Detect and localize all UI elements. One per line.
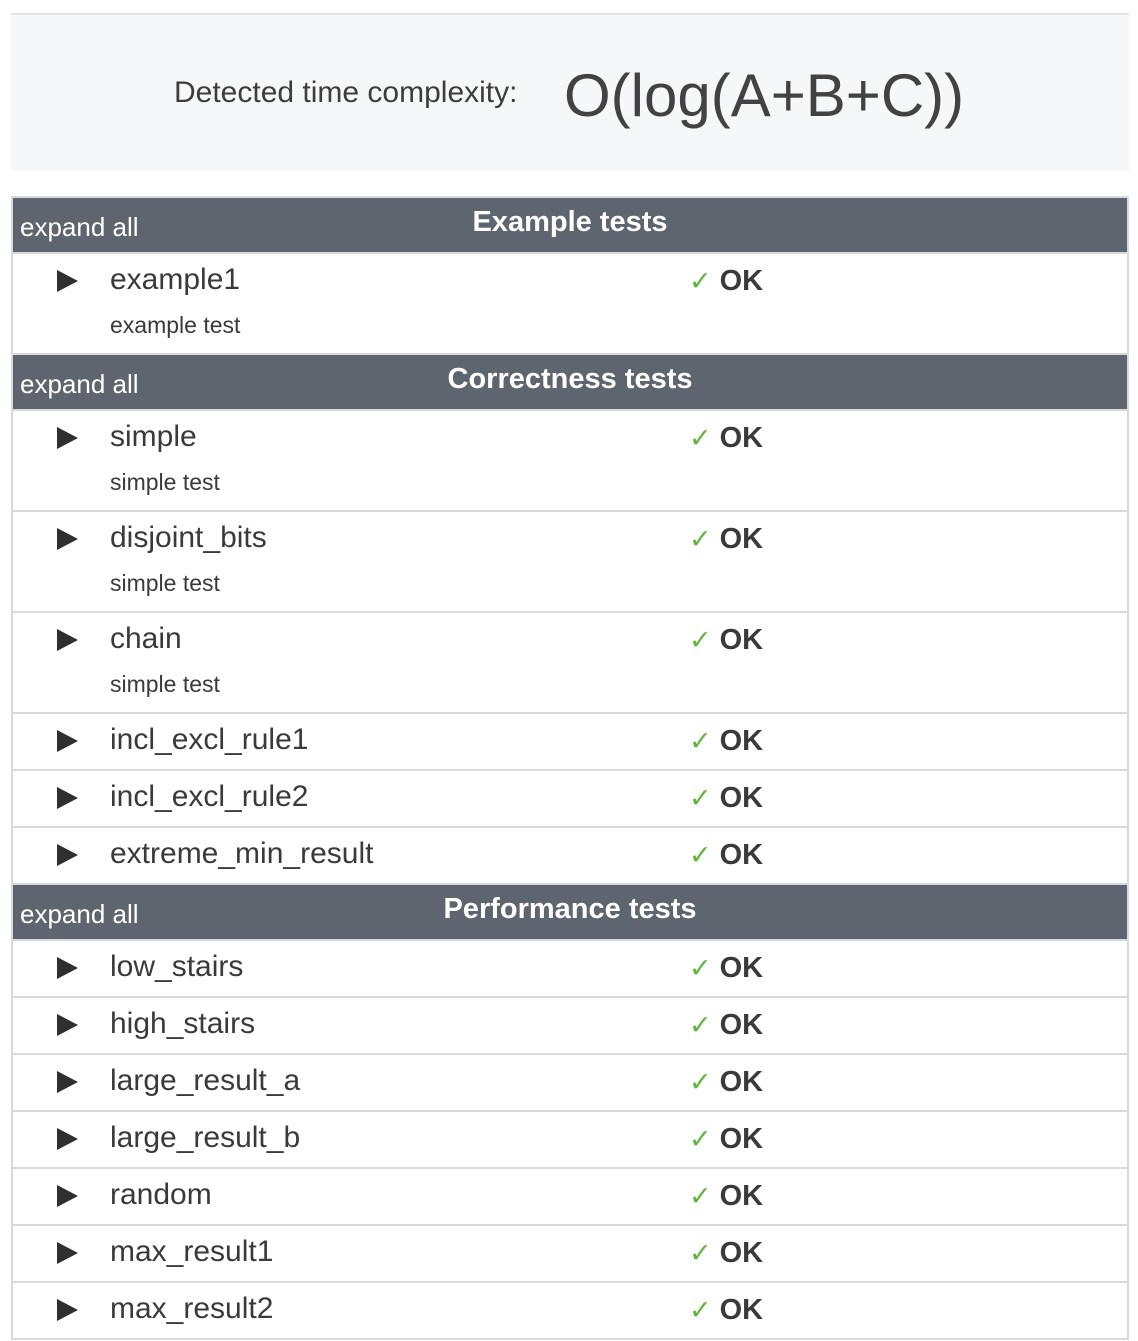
test-row-simple[interactable]	[13, 411, 1127, 512]
test-row-max-result1[interactable]	[13, 1226, 1127, 1283]
test-status	[689, 1237, 763, 1270]
test-row-disjoint-bits[interactable]	[13, 512, 1127, 613]
test-row-large-result-b[interactable]	[13, 1112, 1127, 1169]
section-header-example	[13, 198, 1127, 254]
test-status	[689, 1123, 763, 1156]
test-name: disjoint_bits	[110, 521, 267, 554]
test-row-chain[interactable]	[13, 613, 1127, 714]
expand-triangle-icon[interactable]	[57, 1185, 78, 1207]
test-name: simple	[110, 420, 197, 453]
expand-triangle-icon[interactable]	[57, 787, 78, 809]
test-description: simple test	[110, 570, 220, 596]
expand-triangle-icon[interactable]	[57, 730, 78, 752]
expand-triangle-icon[interactable]	[57, 270, 78, 292]
status-text: OK	[719, 1237, 764, 1269]
test-status	[689, 1180, 763, 1213]
test-name: example1	[110, 263, 241, 296]
status-text: OK	[719, 782, 764, 814]
complexity-value: O(log(A+B+C))	[564, 62, 965, 129]
test-name: random	[110, 1178, 212, 1211]
test-status	[689, 1294, 763, 1327]
status-text: OK	[719, 523, 764, 555]
status-text: OK	[719, 725, 764, 757]
status-text: OK	[719, 1180, 764, 1212]
check-icon: ✓	[689, 953, 712, 983]
test-row-random[interactable]	[13, 1169, 1127, 1226]
test-row-example1[interactable]	[13, 254, 1127, 355]
check-icon: ✓	[689, 783, 712, 813]
expand-all-performance-button[interactable]: expand all	[20, 899, 139, 929]
test-name: large_result_a	[110, 1064, 301, 1097]
status-text: OK	[719, 1009, 764, 1041]
check-icon: ✓	[689, 625, 712, 655]
expand-triangle-icon[interactable]	[57, 1128, 78, 1150]
test-name: low_stairs	[110, 950, 244, 983]
status-text: OK	[719, 265, 764, 297]
check-icon: ✓	[689, 524, 712, 554]
test-status	[689, 265, 763, 298]
status-text: OK	[719, 422, 764, 454]
check-icon: ✓	[689, 266, 712, 296]
expand-triangle-icon[interactable]	[57, 844, 78, 866]
test-name: max_result2	[110, 1292, 274, 1325]
test-row-large-result-a[interactable]	[13, 1055, 1127, 1112]
expand-triangle-icon[interactable]	[57, 1014, 78, 1036]
test-row-incl-excl-rule2[interactable]	[13, 771, 1127, 828]
expand-all-example-button[interactable]: expand all	[20, 212, 139, 242]
test-description: example test	[110, 312, 241, 338]
status-text: OK	[719, 1123, 764, 1155]
expand-triangle-icon[interactable]	[57, 528, 78, 550]
status-text: OK	[719, 952, 764, 984]
expand-all-correctness-button[interactable]: expand all	[20, 369, 139, 399]
check-icon: ✓	[689, 1295, 712, 1325]
test-row-extreme-min-result[interactable]	[13, 828, 1127, 885]
section-title-correctness: Correctness tests	[447, 363, 693, 395]
check-icon: ✓	[689, 1238, 712, 1268]
test-row-max-result2[interactable]	[13, 1283, 1127, 1340]
status-text: OK	[719, 624, 764, 656]
test-name: incl_excl_rule1	[110, 723, 309, 756]
test-status	[689, 839, 763, 872]
test-status	[689, 725, 763, 758]
check-icon: ✓	[689, 1124, 712, 1154]
test-name: high_stairs	[110, 1007, 256, 1040]
test-status	[689, 952, 763, 985]
test-name: incl_excl_rule2	[110, 780, 309, 813]
check-icon: ✓	[689, 1067, 712, 1097]
expand-triangle-icon[interactable]	[57, 427, 78, 449]
check-icon: ✓	[689, 1181, 712, 1211]
test-status	[689, 782, 763, 815]
test-status	[689, 624, 763, 657]
test-name: max_result1	[110, 1235, 274, 1268]
test-status	[689, 1009, 763, 1042]
test-name: extreme_min_result	[110, 837, 374, 870]
test-row-low-stairs[interactable]	[13, 941, 1127, 998]
test-name: large_result_b	[110, 1121, 301, 1154]
expand-triangle-icon[interactable]	[57, 1242, 78, 1264]
expand-triangle-icon[interactable]	[57, 1071, 78, 1093]
section-title-example: Example tests	[472, 206, 668, 238]
test-description: simple test	[110, 469, 220, 495]
status-text: OK	[719, 1066, 764, 1098]
test-status	[689, 1066, 763, 1099]
section-title-performance: Performance tests	[443, 893, 697, 925]
status-text: OK	[719, 839, 764, 871]
check-icon: ✓	[689, 423, 712, 453]
test-row-incl-excl-rule1[interactable]	[13, 714, 1127, 771]
complexity-panel	[11, 13, 1129, 171]
complexity-label: Detected time complexity:	[174, 76, 518, 109]
check-icon: ✓	[689, 1010, 712, 1040]
test-name: chain	[110, 622, 182, 655]
expand-triangle-icon[interactable]	[57, 629, 78, 651]
test-status	[689, 523, 763, 556]
check-icon: ✓	[689, 726, 712, 756]
section-header-correctness	[13, 355, 1127, 411]
test-results-table	[11, 196, 1129, 1340]
expand-triangle-icon[interactable]	[57, 1299, 78, 1321]
test-status	[689, 422, 763, 455]
expand-triangle-icon[interactable]	[57, 957, 78, 979]
section-header-performance	[13, 885, 1127, 941]
test-description: simple test	[110, 671, 220, 697]
test-row-high-stairs[interactable]	[13, 998, 1127, 1055]
status-text: OK	[719, 1294, 764, 1326]
check-icon: ✓	[689, 840, 712, 870]
